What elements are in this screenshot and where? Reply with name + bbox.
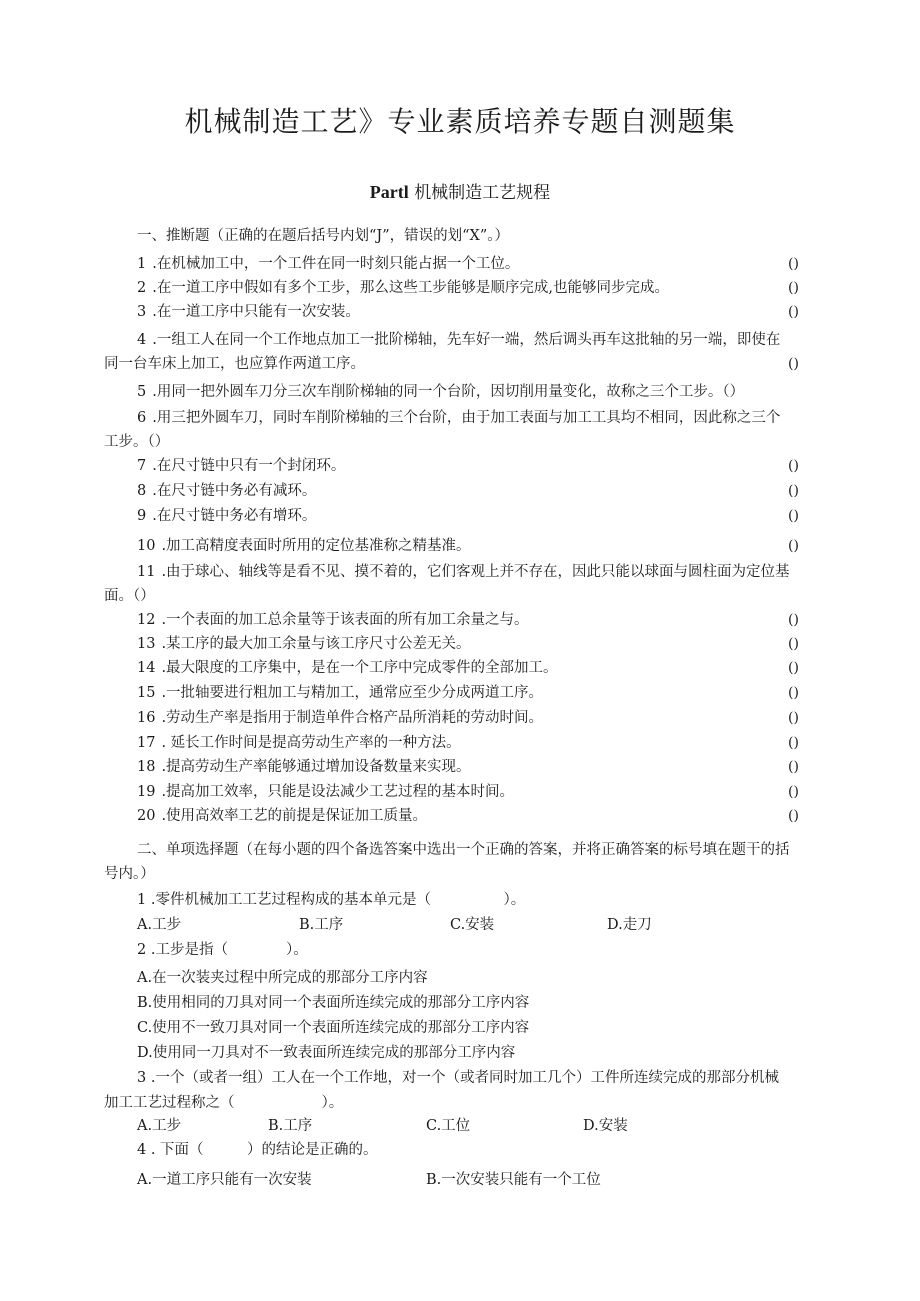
document-title: 机械制造工艺》专业素质培养专题自测题集 bbox=[184, 105, 736, 138]
question-number: 2 bbox=[137, 280, 147, 296]
judgment-question-4 bbox=[137, 330, 780, 350]
judgment-question-19 bbox=[137, 782, 514, 802]
judgment-question-2 bbox=[137, 278, 669, 298]
judgment-question-6 bbox=[137, 408, 780, 428]
answer-blank[interactable]: () bbox=[788, 538, 799, 554]
question-number: 1 bbox=[137, 256, 147, 272]
answer-blank[interactable]: () bbox=[788, 784, 799, 800]
answer-blank[interactable]: () bbox=[788, 735, 799, 751]
mc-q4-option-b: B.一次安装只能有一个工位 bbox=[426, 1172, 601, 1188]
question-text: .加工高精度表面时所用的定位基准称之精基准。 bbox=[161, 538, 471, 554]
part-heading bbox=[0, 178, 920, 203]
question-number: 9 bbox=[137, 508, 147, 524]
mc-question-3-cont: 加工工艺过程称之（ ）。 bbox=[104, 1095, 344, 1111]
mc-q2-option-a: A.在一次装夹过程中所完成的那部分工序内容 bbox=[137, 970, 428, 986]
mc-q2-option-c: C.使用不一致刀具对同一个表面所连续完成的那部分工序内容 bbox=[137, 1020, 530, 1036]
judgment-question-20 bbox=[137, 806, 427, 826]
judgment-question-12 bbox=[137, 610, 529, 630]
judgment-question-9 bbox=[137, 506, 316, 526]
question-text: .一批轴要进行粗加工与精加工，通常应至少分成两道工序。 bbox=[161, 685, 544, 701]
question-number: 17 bbox=[137, 735, 156, 751]
question-text: .劳动生产率是指用于制造单件合格产品所消耗的劳动时间。 bbox=[161, 710, 544, 726]
judgment-question-8 bbox=[137, 481, 316, 501]
answer-blank[interactable]: () bbox=[788, 483, 799, 499]
part-label: Partl bbox=[369, 182, 409, 202]
question-number: 18 bbox=[137, 759, 156, 775]
judgment-question-13 bbox=[137, 634, 471, 654]
mc-q3-option-b: B.工序 bbox=[268, 1118, 313, 1134]
mc-q3-option-d: D.安装 bbox=[583, 1118, 628, 1134]
answer-blank[interactable]: () bbox=[788, 508, 799, 524]
question-text: .最大限度的工序集中，是在一个工序中完成零件的全部加工。 bbox=[161, 660, 558, 676]
question-number: 16 bbox=[137, 710, 156, 726]
judgment-question-18 bbox=[137, 757, 471, 777]
question-number: 11 bbox=[137, 564, 156, 580]
question-text: .提高加工效率，只能是设法减少工艺过程的基本时间。 bbox=[161, 784, 515, 800]
mc-q1-option-a: A.工步 bbox=[137, 917, 182, 933]
question-number: 7 bbox=[137, 458, 147, 474]
question-number: 20 bbox=[137, 808, 156, 824]
question-text: .用同一把外圆车刀分三次车削阶梯轴的同一个台阶，因切削用量变化，故称之三个工步。（） bbox=[152, 384, 745, 400]
mc-q3-option-a: A.工步 bbox=[137, 1118, 182, 1134]
question-number: 3 bbox=[137, 304, 147, 320]
question-text: .一组工人在同一个工作地点加工一批阶梯轴，先车好一端，然后调头再车这批轴的另一端，即使在 bbox=[152, 332, 781, 348]
question-text: .用三把外圆车刀，同时车削阶梯轴的三个台阶，由于加工表面与加工工具均不相同，因此称之三个 bbox=[152, 410, 781, 426]
mc-question-4: 4 . 下面（ ）的结论是正确的。 bbox=[137, 1142, 378, 1158]
question-text: .在一道工序中只能有一次安装。 bbox=[152, 304, 360, 320]
question-number: 8 bbox=[137, 483, 147, 499]
answer-blank[interactable]: () bbox=[788, 685, 799, 701]
mc-q3-option-c: C.工位 bbox=[426, 1118, 471, 1134]
mc-question-3: 3 .一个（或者一组）工人在一个工作地，对一个（或者同时加工几个）工件所连续完成的那部分机械 bbox=[137, 1070, 779, 1086]
question-text: .在尺寸链中只有一个封闭环。 bbox=[152, 458, 346, 474]
question-number: 13 bbox=[137, 636, 156, 652]
judgment-question-17 bbox=[137, 733, 461, 753]
question-text: .在机械加工中，一个工件在同一时刻只能占据一个工位。 bbox=[152, 256, 520, 272]
question-number: 19 bbox=[137, 784, 156, 800]
question-text: .在尺寸链中务必有增环。 bbox=[152, 508, 317, 524]
question-number: 6 bbox=[137, 410, 147, 426]
judgment-question-1 bbox=[137, 254, 519, 274]
judgment-question-16 bbox=[137, 708, 543, 728]
answer-blank[interactable]: () bbox=[788, 304, 799, 320]
answer-blank[interactable]: () bbox=[788, 356, 799, 372]
answer-blank[interactable]: () bbox=[788, 759, 799, 775]
question-text: .使用高效率工艺的前提是保证加工质量。 bbox=[161, 808, 428, 824]
question-number: 5 bbox=[137, 384, 147, 400]
answer-blank[interactable]: () bbox=[788, 660, 799, 676]
mc-q2-option-b: B.使用相同的刀具对同一个表面所连续完成的那部分工序内容 bbox=[137, 995, 530, 1011]
mc-q1-option-d: D.走刀 bbox=[607, 917, 652, 933]
question-text: .提高劳动生产率能够通过增加设备数量来实现。 bbox=[161, 759, 471, 775]
judgment-question-11-cont: 面。（） bbox=[104, 588, 155, 604]
question-number: 12 bbox=[137, 612, 156, 628]
question-number: 15 bbox=[137, 685, 156, 701]
mc-q2-option-d: D.使用同一刀具对不一致表面所连续完成的那部分工序内容 bbox=[137, 1045, 516, 1061]
mc-q1-option-b: B.工序 bbox=[299, 917, 344, 933]
section1-heading: 一、推断题（正确的在题后括号内划“J”，错误的划“X”。） bbox=[137, 228, 510, 244]
judgment-question-4-cont: 同一台车床上加工，也应算作两道工序。 bbox=[104, 356, 365, 372]
answer-blank[interactable]: () bbox=[788, 458, 799, 474]
answer-blank[interactable]: () bbox=[788, 636, 799, 652]
answer-blank[interactable]: () bbox=[788, 710, 799, 726]
question-number: 10 bbox=[137, 538, 156, 554]
mc-q4-option-a: A.一道工序只能有一次安装 bbox=[137, 1172, 312, 1188]
section2-heading-cont: 号内。） bbox=[104, 866, 155, 882]
question-text: .由于球心、轴线等是看不见、摸不着的，它们客观上并不存在，因此只能以球面与圆柱面为定位基 bbox=[161, 564, 790, 580]
judgment-question-15 bbox=[137, 683, 543, 703]
answer-blank[interactable]: () bbox=[788, 808, 799, 824]
question-text: .某工序的最大加工余量与该工序尺寸公差无关。 bbox=[161, 636, 471, 652]
part-title: 机械制造工艺规程 bbox=[414, 183, 551, 203]
question-text: .在尺寸链中务必有减环。 bbox=[152, 483, 317, 499]
question-number: 14 bbox=[137, 660, 156, 676]
judgment-question-5 bbox=[137, 382, 744, 402]
judgment-question-6-cont: 工步。（） bbox=[104, 434, 170, 450]
answer-blank[interactable]: () bbox=[788, 256, 799, 272]
section2-heading: 二、单项选择题（在每小题的四个备选答案中选出一个正确的答案，并将正确答案的标号填在题干的括 bbox=[137, 842, 790, 858]
judgment-question-3 bbox=[137, 302, 360, 322]
answer-blank[interactable]: () bbox=[788, 612, 799, 628]
judgment-question-7 bbox=[137, 456, 345, 476]
question-number: 4 bbox=[137, 332, 147, 348]
question-text: .一个表面的加工总余量等于该表面的所有加工余量之与。 bbox=[161, 612, 529, 628]
question-text: .在一道工序中假如有多个工步，那么这些工步能够是顺序完成,也能够同步完成。 bbox=[152, 280, 669, 296]
answer-blank[interactable]: () bbox=[788, 280, 799, 296]
mc-question-2: 2 .工步是指（ ）。 bbox=[137, 942, 308, 958]
question-text: . 延长工作时间是提高劳动生产率的一种方法。 bbox=[161, 735, 461, 751]
mc-q1-option-c: C.安装 bbox=[450, 917, 495, 933]
judgment-question-14 bbox=[137, 658, 558, 678]
judgment-question-11 bbox=[137, 562, 790, 582]
mc-question-1: 1 .零件机械加工工艺过程构成的基本单元是（ ）。 bbox=[137, 892, 526, 908]
judgment-question-10 bbox=[137, 536, 471, 556]
